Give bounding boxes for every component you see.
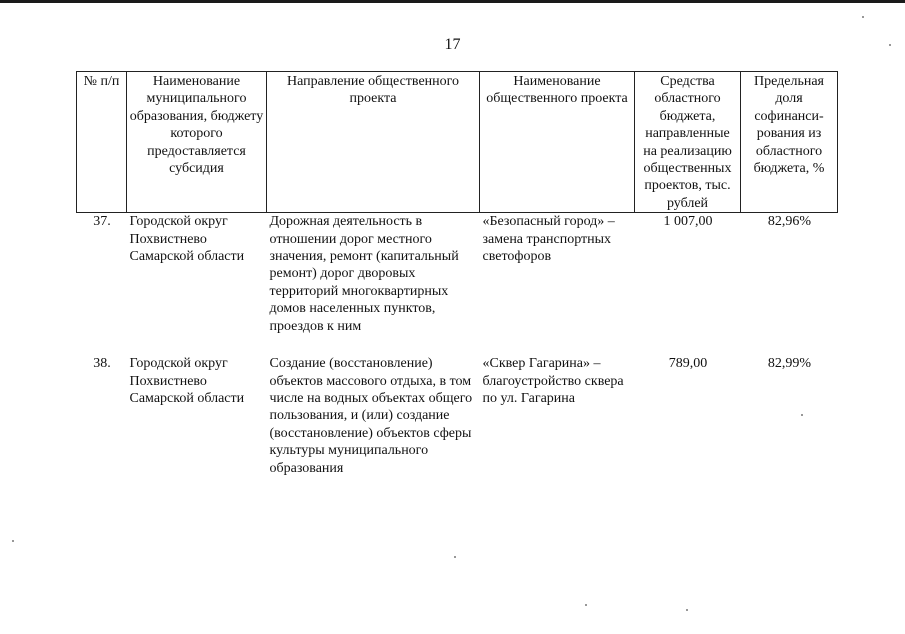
top-scan-rule (0, 0, 905, 3)
row-cofinancing-share: 82,99% (767, 356, 812, 372)
subsidy-table (76, 71, 838, 497)
row-number: 37. (93, 214, 111, 230)
row-municipality: Городской округ Похвистнево Самарской области (129, 356, 245, 407)
row-project-name: «Сквер Гагарина» – благоустройство сквера по ул. Гагарина (482, 356, 624, 407)
header-direction: Направление общественного проекта (267, 72, 480, 213)
header-number: № п/п (77, 72, 127, 213)
scan-speck (686, 609, 688, 611)
table-row (77, 355, 838, 497)
row-number: 38. (93, 356, 111, 372)
table-row (77, 213, 838, 356)
row-project-name: «Безопасный город» – замена транспортных светофоров (482, 214, 615, 265)
row-direction: Создание (восстановление) объектов массового отдыха, в том числе на водных объектах общего пользования, и (или) создание (восстановление) объектов сферы культуры муниципального образования (269, 356, 473, 476)
scan-speck (585, 604, 587, 606)
header-project-name: Наименование общественного проекта (480, 72, 635, 213)
row-cofinancing-share: 82,96% (767, 214, 812, 230)
row-funds: 789,00 (668, 356, 708, 372)
page-number: 17 (444, 36, 461, 53)
header-municipality: Наименование муниципального образования, бюджету которого предоставляется субсидия (127, 72, 267, 213)
header-funds: Средства областного бюджета, направленные на реализацию общественных проектов, тыс. рублей (635, 72, 741, 213)
scan-speck (12, 540, 14, 542)
table-header-row (77, 72, 838, 213)
row-direction: Дорожная деятельность в отношении дорог местного значения, ремонт (капитальный ремонт) дорог дворовых территорий многоквартирных домов населенных пунктов, проездов к ним (269, 214, 459, 334)
row-funds: 1 007,00 (663, 214, 713, 230)
scan-speck (454, 556, 456, 558)
row-municipality: Городской округ Похвистнево Самарской области (129, 214, 245, 265)
scan-speck (862, 16, 864, 18)
scan-speck (801, 414, 803, 416)
scan-speck (889, 44, 891, 46)
header-cofinancing-share: Предельная доля софинанси-рования из областного бюджета, % (741, 72, 838, 213)
